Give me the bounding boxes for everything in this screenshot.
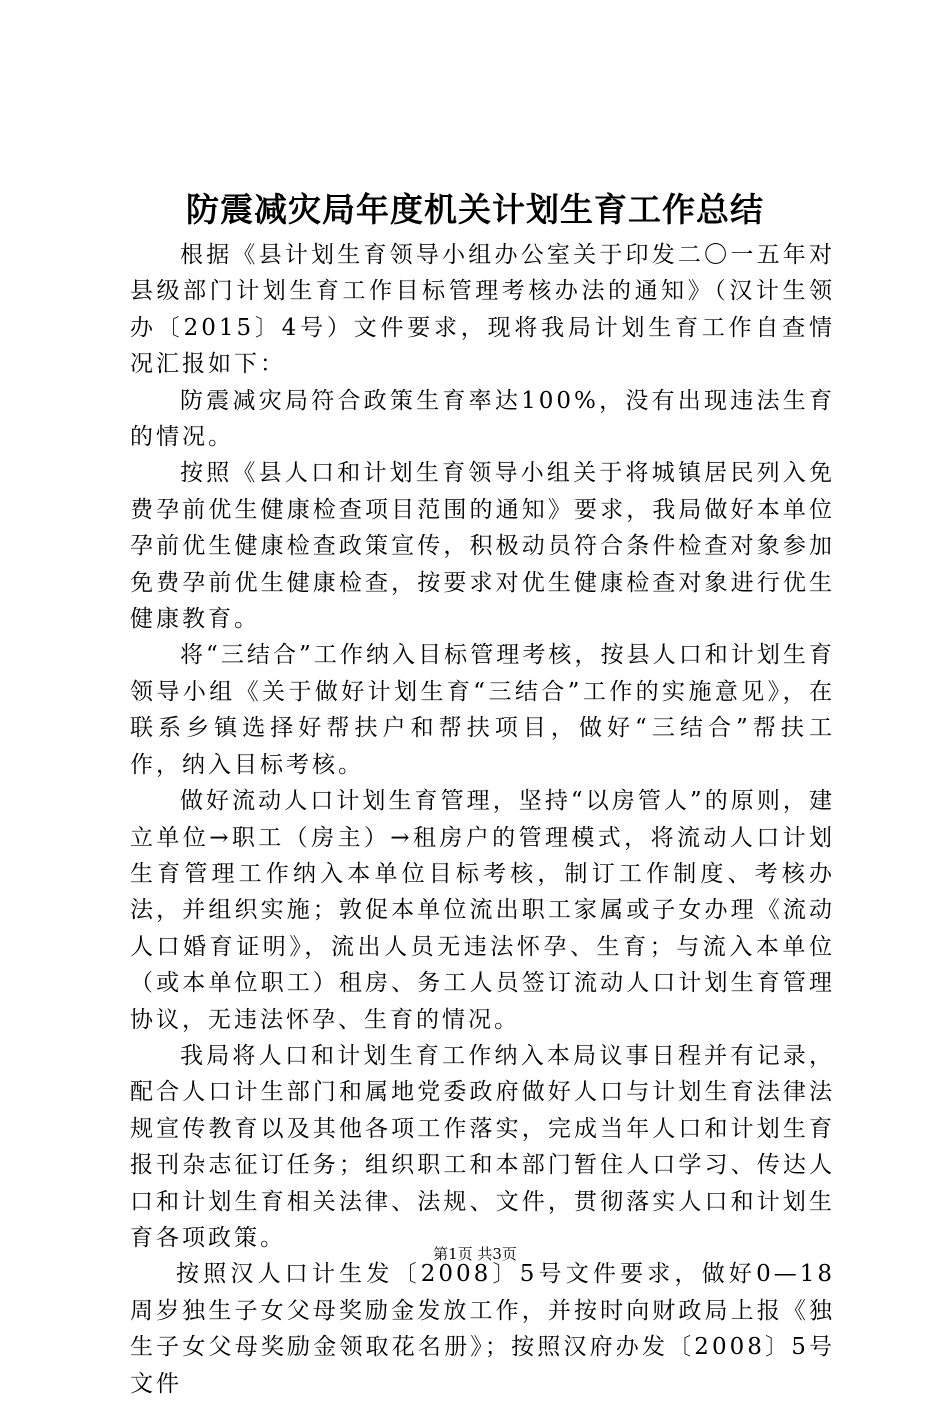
- paragraph-health-check: 按照《县人口和计划生育领导小组关于将城镇居民列入免费孕前优生健康检查项目范围的通知》要求，我局做好本单位孕前优生健康检查政策宣传，积极动员符合条件检查对象参加免费孕前优生健康检查，按要求对优生健康检查对象进行优生健康教育。: [130, 460, 835, 633]
- paragraph-reward: 按照汉人口计生发〔2008〕5号文件要求，做好0—18周岁独生子女父母奖励金发放工作，并按时向财政局上报《独生子女父母奖励金领取花名册》；按照汉府办发〔2008〕5号文件: [130, 1261, 835, 1397]
- paragraph-intro: 根据《县计划生育领导小组办公室关于印发二〇一五年对县级部门计划生育工作目标管理考核办法的通知》（汉计生领办〔2015〕4号）文件要求，现将我局计划生育工作自查情况汇报如下：: [130, 242, 835, 378]
- document-body: [130, 237, 835, 1402]
- paragraph-floating-population: 做好流动人口计划生育管理，坚持“以房管人”的原则，建立单位→职工（房主）→租房户的管理模式，将流动人口计划生育管理工作纳入本单位目标考核，制订工作制度、考核办法，并组织实施；敦促本单位流出职工家属或子女办理《流动人口婚育证明》，流出人员无违法怀孕、生育；与流入本单位（或本单位职工）租房、务工人员签订流动人口计划生育管理协议，无违法怀孕、生育的情况。: [130, 788, 835, 1033]
- paragraph-agenda: 我局将人口和计划生育工作纳入本局议事日程并有记录，配合人口计生部门和属地党委政府做好人口与计划生育法律法规宣传教育以及其他各项工作落实，完成当年人口和计划生育报刊杂志征订任务；组织职工和本部门暂住人口学习、传达人口和计划生育相关法律、法规、文件，贯彻落实人口和计划生育各项政策。: [130, 1042, 835, 1251]
- paragraph-three-combination: 将“三结合”工作纳入目标管理考核，按县人口和计划生育领导小组《关于做好计划生育“三结合”工作的实施意见》，在联系乡镇选择好帮扶户和帮扶项目，做好“三结合”帮扶工作，纳入目标考核。: [130, 642, 835, 778]
- document-title: 防震减灾局年度机关计划生育工作总结: [186, 190, 764, 229]
- paragraph-birth-rate: 防震减灾局符合政策生育率达100%，没有出现违法生育的情况。: [130, 387, 835, 451]
- page-number: 第1页 共3页: [433, 1245, 517, 1263]
